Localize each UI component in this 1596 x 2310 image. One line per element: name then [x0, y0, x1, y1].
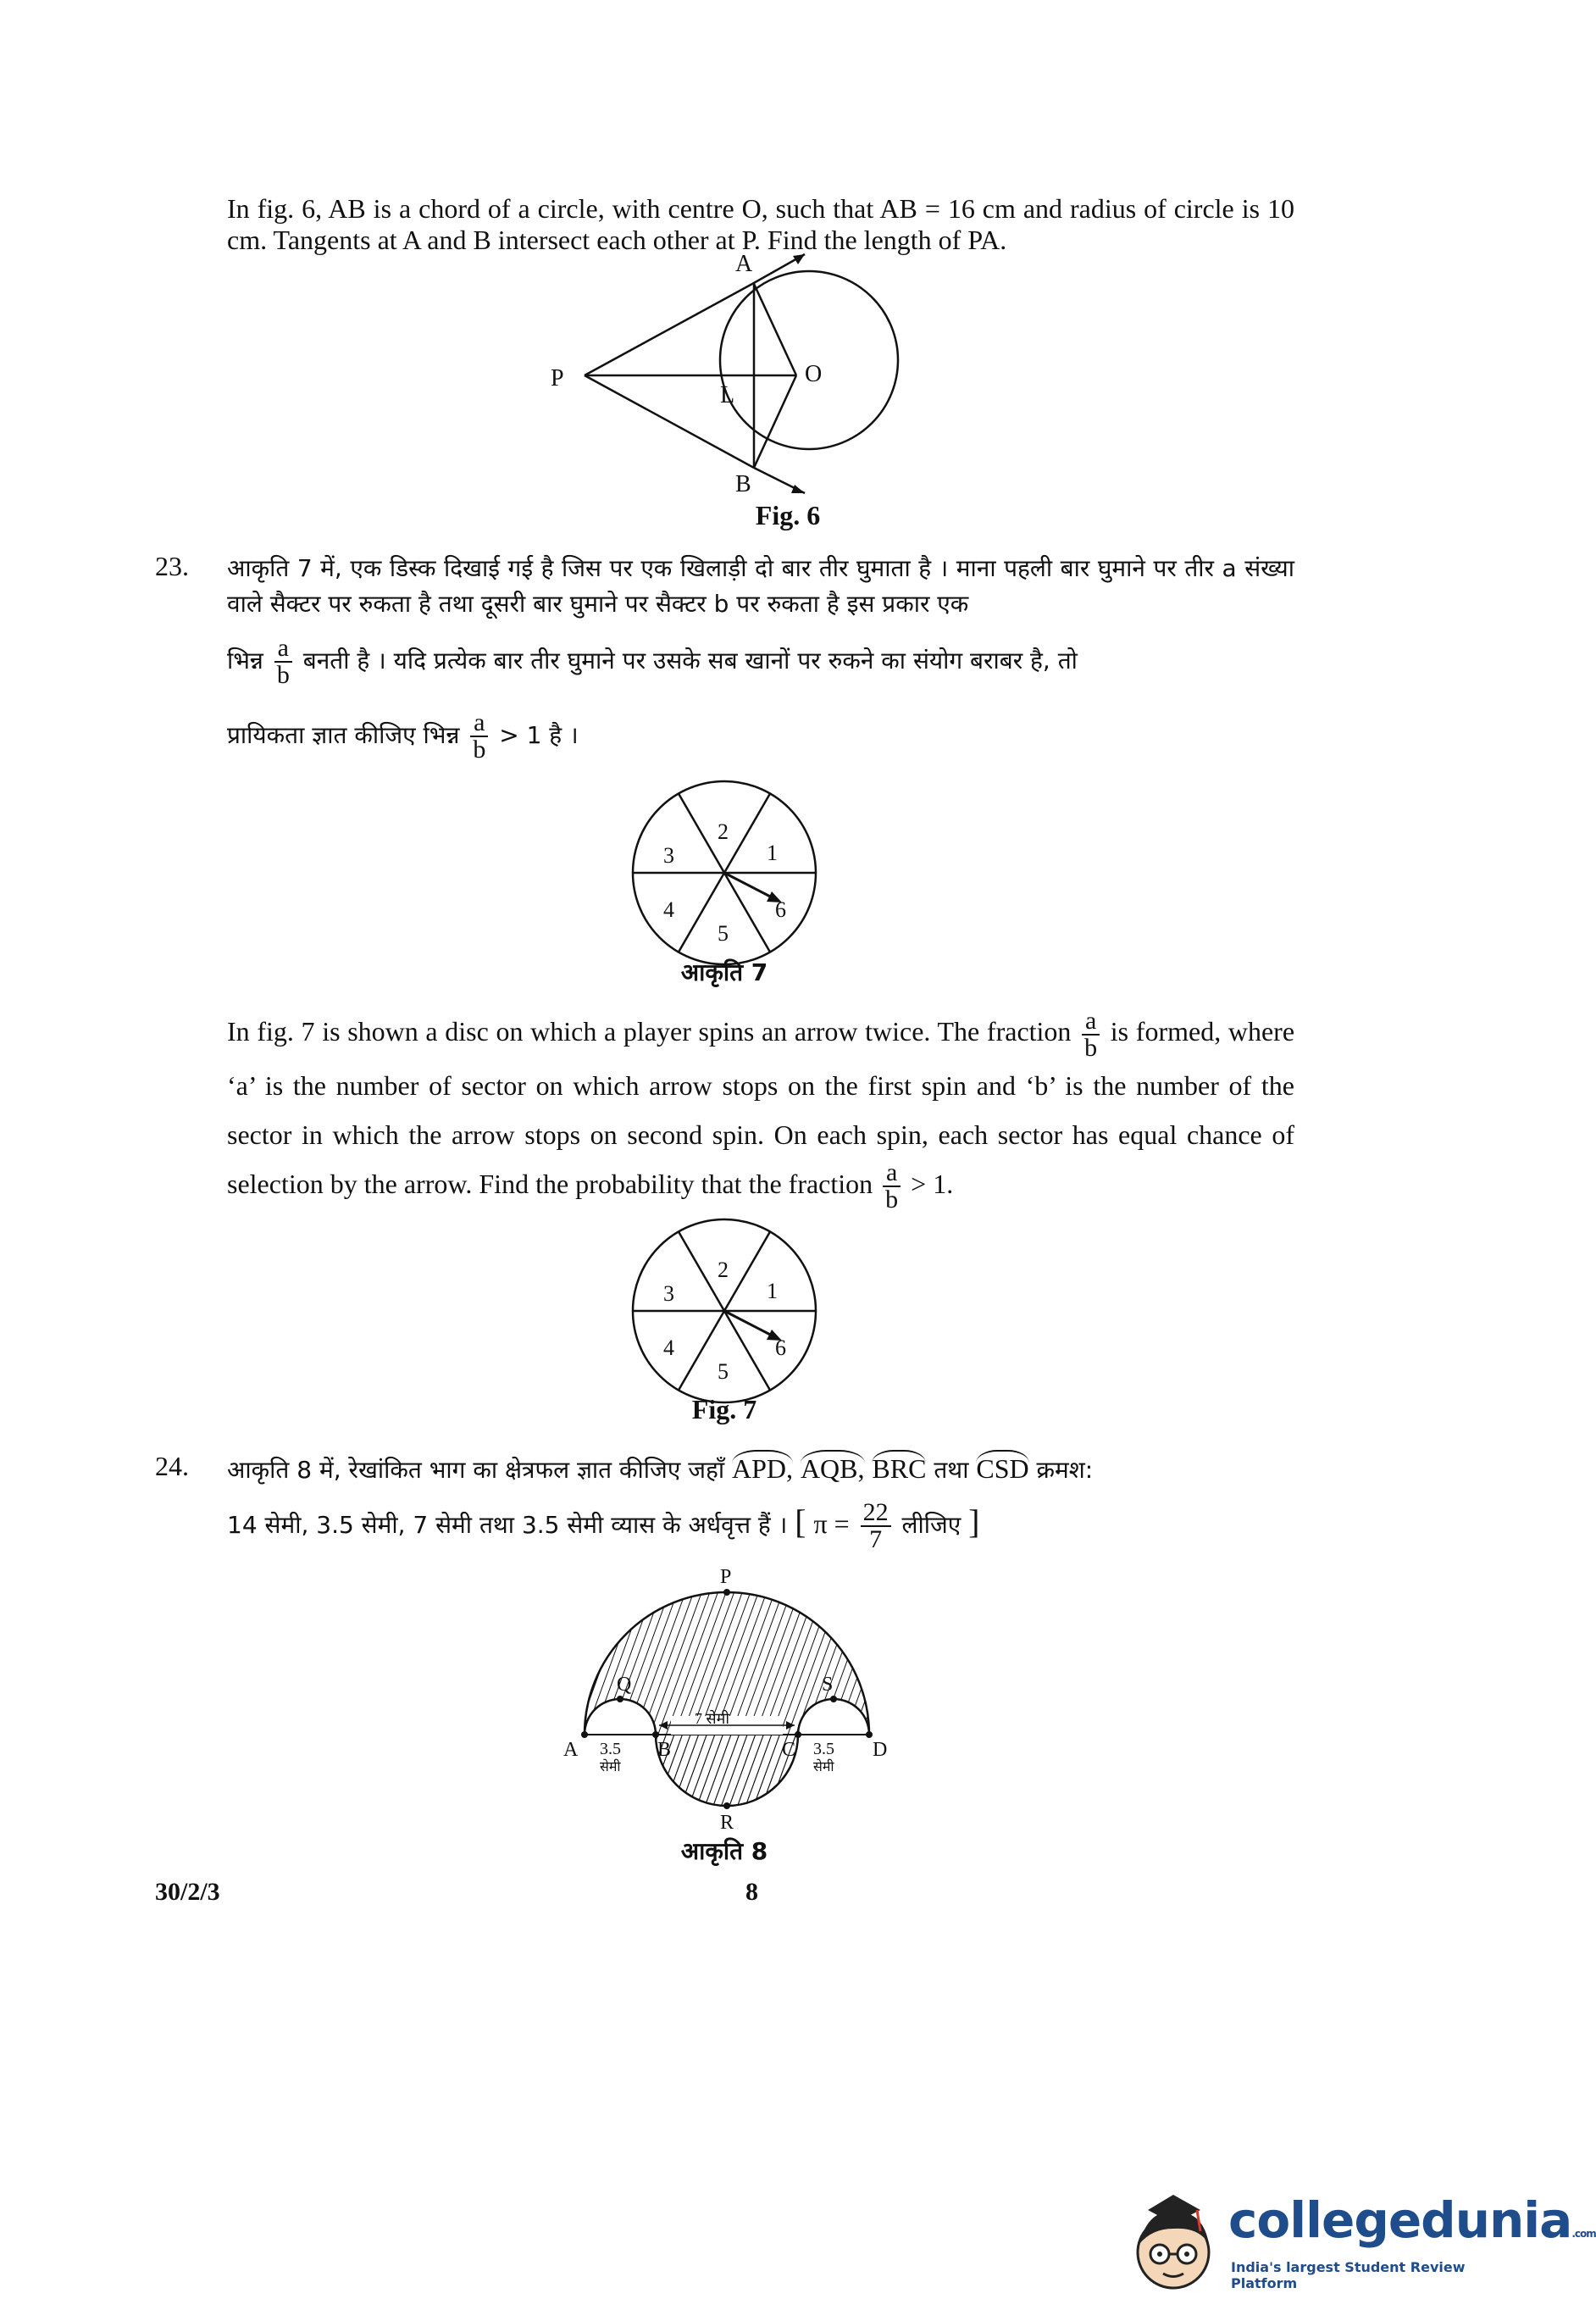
q23-hindi-condition: बनती है । यदि प्रत्येक बार तीर घुमाने पर उसके सब खानों पर रुकने का संयोग बराबर है, तो [302, 647, 1078, 675]
arc-aqb: AQB, [801, 1450, 865, 1484]
dim-7cm: 7 सेमी [695, 1710, 730, 1727]
sector-2: 2 [718, 1258, 729, 1282]
fig6-circle [720, 271, 898, 449]
collegedunia-logo [1122, 2185, 1596, 2303]
arc-csd: CSD [976, 1450, 1028, 1484]
q24-hindi-line2: 14 सेमी, 3.5 सेमी, 7 सेमी तथा 3.5 सेमी व्यास के अर्धवृत्त हैं । [ π = $\frac{22}{7}$ लीजिए ] [227, 1498, 980, 1553]
q23-hindi-line3 [227, 710, 1294, 763]
q23-fraction-ab: $\frac{a}{b}$ [274, 636, 292, 688]
fig8-caption: आकृति 8 [680, 1837, 768, 1865]
dim-left: 3.5 [600, 1740, 621, 1758]
sector-6: 6 [775, 1335, 786, 1360]
q23-fraction-ab-2: $\frac{a}{b}$ [470, 710, 488, 763]
paper-code: 30/2/3 [155, 1878, 220, 1906]
dim-left-unit: सेमी [600, 1760, 621, 1774]
sector-1: 1 [767, 841, 778, 865]
q23-hindi-bhinn: भिन्न [227, 647, 263, 675]
q23-hindi-line2 [227, 636, 1294, 688]
sector-3: 3 [663, 843, 674, 868]
q23-hindi-gt1: > 1 है । [499, 721, 579, 749]
label-b: B [735, 471, 751, 497]
sector-1: 1 [767, 1279, 778, 1303]
label-p: P [720, 1566, 732, 1588]
q24-text-b: 14 सेमी, 3.5 सेमी, 7 सेमी तथा 3.5 सेमी व्यास के अर्धवृत्त हैं । [227, 1511, 788, 1539]
label-s: S [822, 1674, 834, 1696]
label-q: Q [617, 1674, 632, 1696]
shaded-region-lower [656, 1735, 798, 1806]
q24-hindi-line1 [227, 1451, 1294, 1488]
sector-6: 6 [775, 897, 786, 922]
label-p: P [551, 365, 564, 391]
q23-eng-2: is formed, where ‘a’ is the number of sector on which arrow stops on the first spin and ‘b’ is the number of the sector in which the arrow stops on second spin. On each spin, each sector [227, 1016, 1295, 1150]
label-o: O [805, 361, 823, 387]
brand-tagline: India's largest Student Review Platform [1231, 2259, 1466, 2291]
sector-4: 4 [663, 897, 674, 922]
label-c: C [782, 1739, 796, 1761]
fig7-caption: Fig. 7 [691, 1394, 757, 1424]
arrow-b [791, 485, 805, 493]
label-a: A [735, 251, 753, 277]
q23-eng-3: has equal chance of selection by the arrow. Find the probability that the fraction [227, 1119, 1295, 1199]
fig7-hindi-caption: आकृति 7 [680, 958, 768, 986]
mascot-icon [1122, 2185, 1224, 2303]
q23-english-text [227, 1007, 1294, 1213]
radius-oa [754, 284, 796, 375]
q23-hindi-line1: आकृति 7 में, एक डिस्क दिखाई गई है जिस पर एक खिलाड़ी दो बार तीर घुमाता है । माना पहली बार घुमाने पर तीर a संख्या वाले सैक्टर पर रुकता है तथा दूसरी बार घुमाने पर सैक्टर b पर रुकता है इस प्रकार एक [227, 554, 1294, 618]
tangent-pa [585, 284, 752, 375]
q23-eng-4: > 1. [911, 1168, 954, 1199]
q24-kramash: क्रमश: [1036, 1456, 1094, 1484]
label-r: R [720, 1812, 734, 1834]
sector-4: 4 [663, 1335, 674, 1360]
dim-right-unit: सेमी [813, 1760, 834, 1774]
q23-hindi-prob: प्रायिकता ज्ञात कीजिए भिन्न [227, 721, 460, 749]
label-a: A [563, 1739, 579, 1761]
sector-2: 2 [718, 819, 729, 844]
sector-5: 5 [718, 921, 729, 946]
page-number: 8 [745, 1878, 758, 1906]
q24-conj: तथा [934, 1456, 969, 1484]
q23-eng-fraction-2: $\frac{a}{b}$ [883, 1160, 901, 1213]
radius-ob [754, 375, 796, 468]
fig7-disc [627, 1216, 822, 1411]
pi-fraction: $\frac{22}{7}$ [861, 1500, 891, 1552]
pi-eq: π = [813, 1508, 850, 1539]
q24-text-a: आकृति 8 में, रेखांकित भाग का क्षेत्रफल ज्ञात कीजिए जहाँ [227, 1456, 725, 1484]
fig7-disc-hindi [627, 780, 822, 975]
fig8-diagram [559, 1559, 898, 1834]
arc-apd: APD, [732, 1450, 793, 1484]
brand-name: collegedunia.com [1228, 2191, 1596, 2249]
q22-text: In fig. 6, AB is a chord of a circle, with centre O, such that AB = 16 cm and radius of circle is 10 cm. Tangents at A and B intersect each other at P. Find the length of PA. [227, 193, 1294, 255]
pi-tail: लीजिए [901, 1511, 961, 1539]
q23-number: 23. [155, 551, 189, 581]
fig6-caption: Fig. 6 [755, 500, 821, 530]
sector-5: 5 [718, 1359, 729, 1384]
dim-right: 3.5 [813, 1740, 834, 1758]
q23-eng-fraction: $\frac{a}{b}$ [1082, 1008, 1100, 1061]
label-b: B [657, 1739, 672, 1761]
fig6-diagram [525, 246, 915, 500]
sector-3: 3 [663, 1281, 674, 1306]
label-l: L [720, 382, 735, 408]
q24-number: 24. [155, 1451, 189, 1481]
arc-brc: BRC [872, 1450, 926, 1484]
q23-eng-1: In fig. 7 is shown a disc on which a player spins an arrow twice. The fraction [227, 1016, 1072, 1047]
label-d: D [873, 1739, 888, 1761]
